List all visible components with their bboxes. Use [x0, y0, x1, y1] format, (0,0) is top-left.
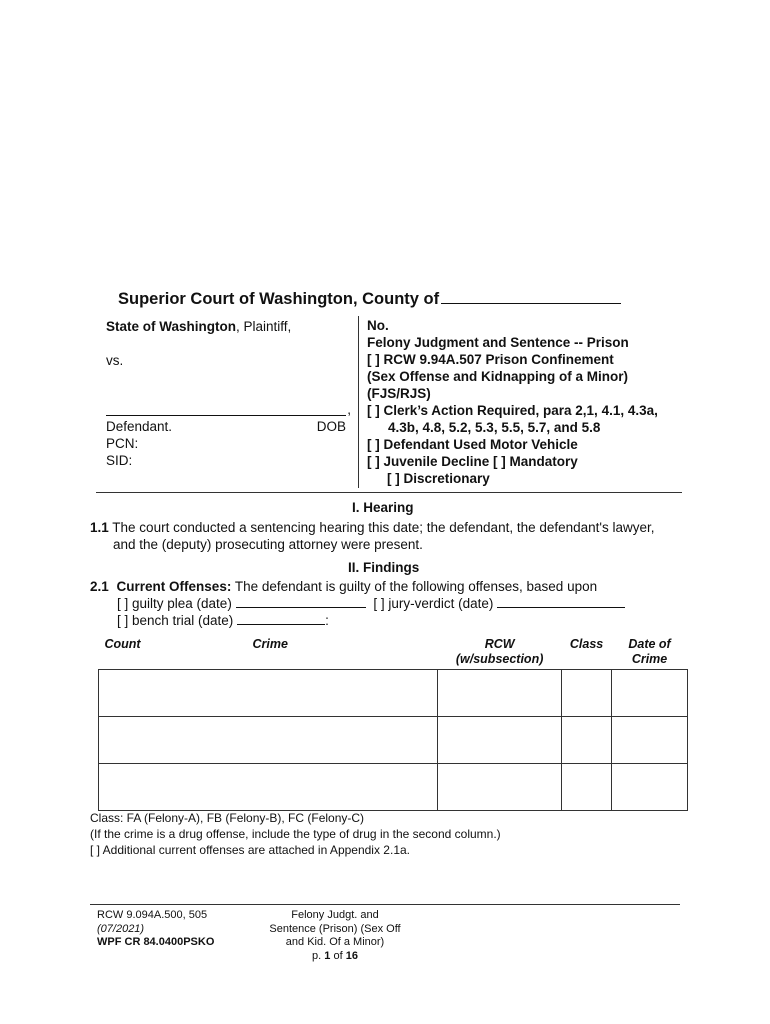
motor-vehicle-checkbox-line[interactable]: [ ] Defendant Used Motor Vehicle	[367, 437, 578, 452]
footer-mid	[255, 909, 415, 963]
plaintiff-role: , Plaintiff,	[236, 319, 292, 334]
page-of: of	[333, 949, 343, 962]
bench-trial-suffix: :	[325, 613, 329, 628]
offenses-table	[98, 635, 688, 811]
clerks-action-checkbox-line[interactable]: [ ] Clerk’s Action Required, para 2,1, 4.1, 4.3a,	[367, 403, 658, 418]
guilty-plea-checkbox[interactable]: [ ] guilty plea (date)	[117, 596, 232, 611]
page-prefix: p.	[312, 949, 322, 962]
discretionary-checkbox-line[interactable]: [ ] Discretionary	[387, 471, 490, 486]
appendix-checkbox-line[interactable]: [ ] Additional current offenses are attached in Appendix 2.1a.	[90, 843, 410, 857]
table-cell-rcw[interactable]	[438, 764, 562, 811]
table-row	[99, 764, 688, 811]
findings-num: 2.1	[90, 579, 109, 594]
hearing-para	[90, 519, 655, 553]
table-row	[99, 670, 688, 717]
footer-rcw: RCW 9.094A.500, 505	[97, 909, 208, 921]
pcn-label: PCN:	[106, 436, 139, 451]
table-cell-class[interactable]	[562, 764, 612, 811]
table-cell-crime[interactable]	[99, 670, 438, 717]
findings-heading: II. Findings	[348, 560, 420, 575]
page-total: 16	[345, 949, 358, 962]
footer-left	[97, 909, 214, 950]
case-number-label[interactable]: No.	[367, 318, 389, 333]
juvenile-decline-checkbox-line[interactable]: [ ] Juvenile Decline [ ] Mandatory	[367, 454, 578, 469]
table-cell-date[interactable]	[612, 670, 688, 717]
crime-header: Crime	[252, 637, 288, 651]
jury-verdict-date-field[interactable]	[497, 596, 625, 608]
table-cell-date[interactable]	[612, 764, 688, 811]
hearing-text-1: The court conducted a sentencing hearing this date; the defendant, the defendant's lawyer,	[112, 520, 655, 535]
bench-trial-date-field[interactable]	[237, 613, 325, 625]
dob-label: DOB	[316, 419, 346, 434]
footer-title-3: and Kid. Of a Minor)	[285, 936, 385, 948]
county-blank[interactable]	[441, 289, 621, 304]
bench-trial-checkbox[interactable]: [ ] bench trial (date)	[117, 613, 234, 628]
page-number: 1	[324, 949, 331, 962]
footer-title-2: Sentence (Prison) (Sex Off	[269, 922, 401, 935]
bench-trial-line	[90, 612, 625, 629]
count-header: Count	[104, 637, 141, 651]
date-header	[612, 635, 688, 670]
rcw-507-checkbox-line[interactable]: [ ] RCW 9.94A.507 Prison Confinement	[367, 352, 614, 367]
table-row	[99, 717, 688, 764]
footer-form-id: WPF CR 84.0400PSKO	[97, 936, 215, 948]
date-header-line1: Date of	[628, 637, 671, 651]
current-offenses-text: The defendant is guilty of the following offenses, based upon	[234, 579, 598, 594]
caption-line-title: Felony Judgment and Sentence -- Prison	[367, 335, 629, 350]
current-offenses-title: Current Offenses:	[116, 579, 232, 594]
plea-verdict-line	[90, 595, 625, 612]
rcw-header	[438, 635, 562, 670]
caption-line-fjs: (FJS/RJS)	[367, 386, 431, 401]
caption-line-sex-offense: (Sex Offense and Kidnapping of a Minor)	[367, 369, 629, 384]
jury-verdict-checkbox[interactable]: [ ] jury-verdict (date)	[373, 596, 494, 611]
table-header-row	[99, 635, 688, 670]
rcw-header-line1: RCW	[484, 637, 515, 651]
court-title	[118, 289, 621, 309]
hearing-heading: I. Hearing	[352, 500, 414, 515]
footer-rule	[90, 904, 680, 905]
table-cell-date[interactable]	[612, 717, 688, 764]
hearing-text-2: and the (deputy) prosecuting attorney were present.	[113, 537, 423, 552]
findings-para	[90, 578, 625, 629]
table-cell-rcw[interactable]	[438, 670, 562, 717]
drug-note: (If the crime is a drug offense, include the type of drug in the second column.)	[90, 827, 501, 841]
defendant-name-line[interactable]: ,	[106, 403, 346, 416]
guilty-plea-date-field[interactable]	[236, 596, 366, 608]
table-cell-class[interactable]	[562, 670, 612, 717]
count-crime-header	[99, 635, 438, 670]
sid-label: SID:	[106, 453, 133, 468]
class-header: Class	[569, 637, 604, 651]
rcw-header-line2: (w/subsection)	[455, 652, 544, 666]
caption-left	[106, 318, 351, 469]
defendant-label: Defendant.	[106, 419, 173, 434]
caption-divider	[358, 316, 359, 488]
defendant-row	[106, 418, 346, 435]
footer-title-1: Felony Judgt. and	[291, 909, 379, 921]
date-header-line2: Crime	[631, 652, 668, 666]
table-cell-rcw[interactable]	[438, 717, 562, 764]
notes	[90, 810, 501, 858]
hearing-num: 1.1	[90, 520, 109, 535]
caption-bottom-rule	[96, 492, 682, 493]
court-title-text: Superior Court of Washington, County of	[118, 290, 440, 308]
clerks-action-paras: 4.3b, 4.8, 5.2, 5.3, 5.5, 5.7, and 5.8	[388, 420, 601, 435]
table-cell-crime[interactable]	[99, 717, 438, 764]
caption-right	[367, 317, 658, 487]
plaintiff-line	[106, 318, 346, 335]
table-cell-crime[interactable]	[99, 764, 438, 811]
table-cell-class[interactable]	[562, 717, 612, 764]
vs-label: vs.	[106, 353, 124, 368]
plaintiff-name: State of Washington	[106, 319, 236, 334]
class-legend: Class: FA (Felony-A), FB (Felony-B), FC (Felony-C)	[90, 811, 365, 825]
footer-date: (07/2021)	[97, 922, 145, 935]
page-indicator	[255, 950, 415, 964]
